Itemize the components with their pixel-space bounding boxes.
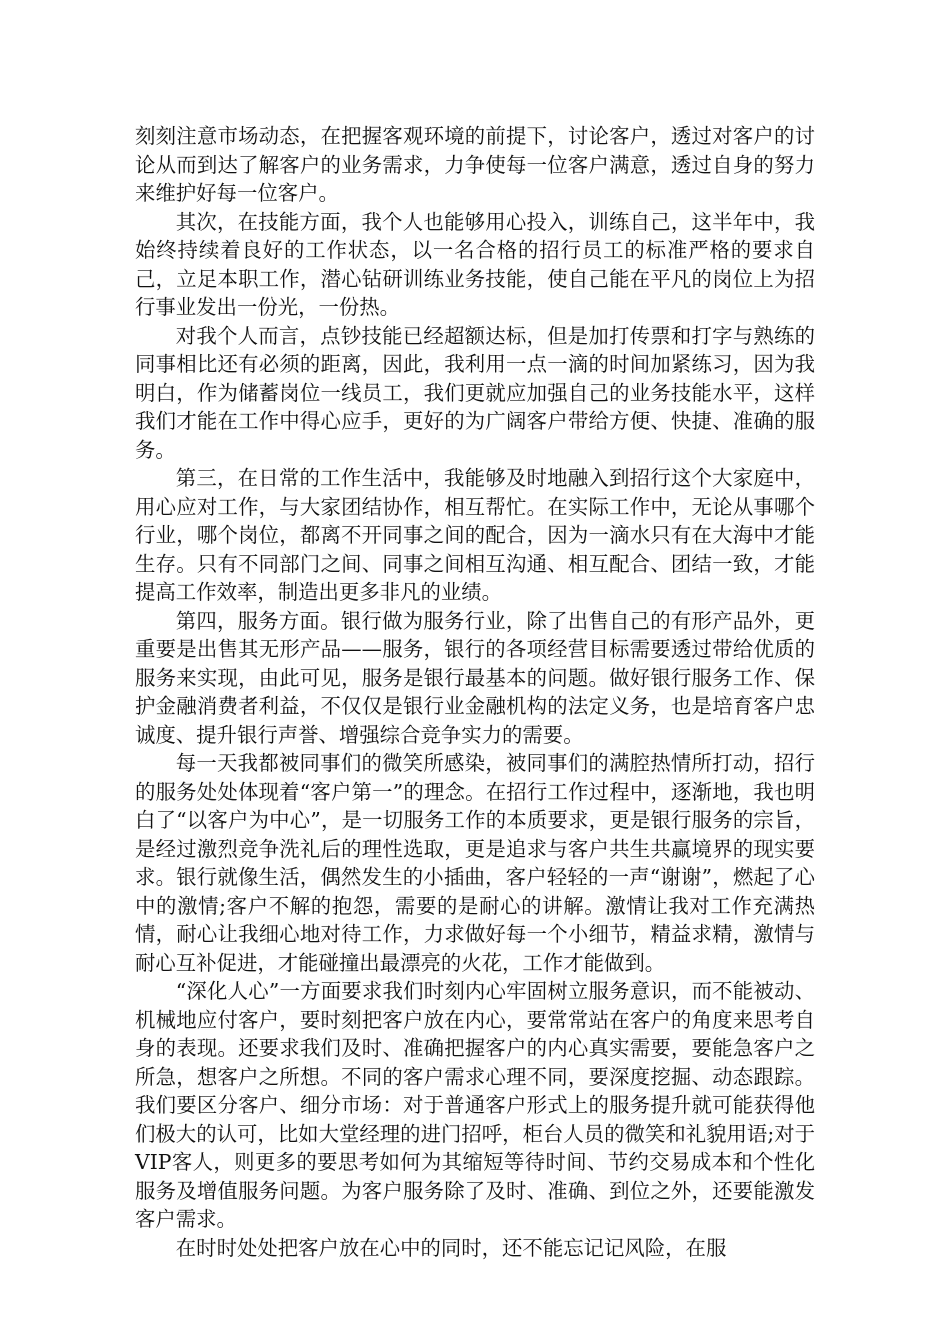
document-body	[135, 122, 815, 1262]
paragraph-1: 刻刻注意市场动态，在把握客观环境的前提下，讨论客户，透过对客户的讨论从而到达了解客户的业务需求，力争使每一位客户满意，透过自身的努力来维护好每一位客户。	[135, 124, 815, 205]
paragraph-3: 对我个人而言，点钞技能已经超额达标，但是加打传票和打字与熟练的同事相比还有必须的距离，因此，我利用一点一滴的时间加紧练习，因为我明白，作为储蓄岗位一线员工，我们更就应加强自己的业务技能水平，这样我们才能在工作中得心应手，更好的为广阔客户带给方便、快捷、准确的服务。	[135, 323, 815, 462]
paragraph-8: 在时时处处把客户放在心中的同时，还不能忘记记风险，在服	[175, 1235, 727, 1260]
paragraph-6: 每一天我都被同事们的微笑所感染，被同事们的满腔热情所打动，招行的服务处处体现着“客户第一”的理念。在招行工作过程中，逐渐地，我也明白了“以客户为中心”，是一切服务工作的本质要求，更是银行服务的宗旨，是经过激烈竞争洗礼后的理性选取，更是追求与客户共生共赢境界的现实要求。银行就像生活，偶然发生的小插曲，客户轻轻的一声“谢谢”，燃起了心中的激情;客户不解的抱怨，需要的是耐心的讲解。激情让我对工作充满热情，耐心让我细心地对待工作，力求做好每一个小细节，精益求精，激情与耐心互补促进，才能碰撞出最漂亮的火花，工作才能做到。	[135, 751, 815, 975]
paragraph-7: “深化人心”一方面要求我们时刻内心牢固树立服务意识，而不能被动、机械地应付客户，要时刻把客户放在内心，要常常站在客户的角度来思考自身的表现。还要求我们及时、准确把握客户的内心真实需要，要能急客户之所急，想客户之所想。不同的客户需求心理不同，要深度挖掘、动态跟踪。我们要区分客户、细分市场：对于普通客户形式上的服务提升就可能获得他们极大的认可，比如大堂经理的进门招呼，柜台人员的微笑和礼貌用语;对于VIP客人，则更多的要思考如何为其缩短等待时间、节约交易成本和个性化服务及增值服务问题。为客户服务除了及时、准确、到位之外，还要能激发客户需求。	[135, 979, 815, 1231]
paragraph-5: 第四，服务方面。银行做为服务行业，除了出售自己的有形产品外，更重要是出售其无形产品——服务，银行的各项经营目标需要透过带给优质的服务来实现，由此可见，服务是银行最基本的问题。做好银行服务工作、保护金融消费者利益，不仅仅是银行业金融机构的法定义务，也是培育客户忠诚度、提升银行声誉、增强综合竞争实力的需要。	[135, 608, 815, 747]
paragraph-2: 其次，在技能方面，我个人也能够用心投入，训练自己，这半年中，我始终持续着良好的工作状态，以一名合格的招行员工的标准严格的要求自己，立足本职工作，潜心钻研训练业务技能，使自己能在平凡的岗位上为招行事业发出一份光，一份热。	[135, 209, 815, 319]
paragraph-4: 第三，在日常的工作生活中，我能够及时地融入到招行这个大家庭中，用心应对工作，与大家团结协作，相互帮忙。在实际工作中，无论从事哪个行业，哪个岗位，都离不开同事之间的配合，因为一滴水只有在大海中才能生存。只有不同部门之间、同事之间相互沟通、相互配合、团结一致，才能提高工作效率，制造出更多非凡的业绩。	[135, 466, 815, 604]
